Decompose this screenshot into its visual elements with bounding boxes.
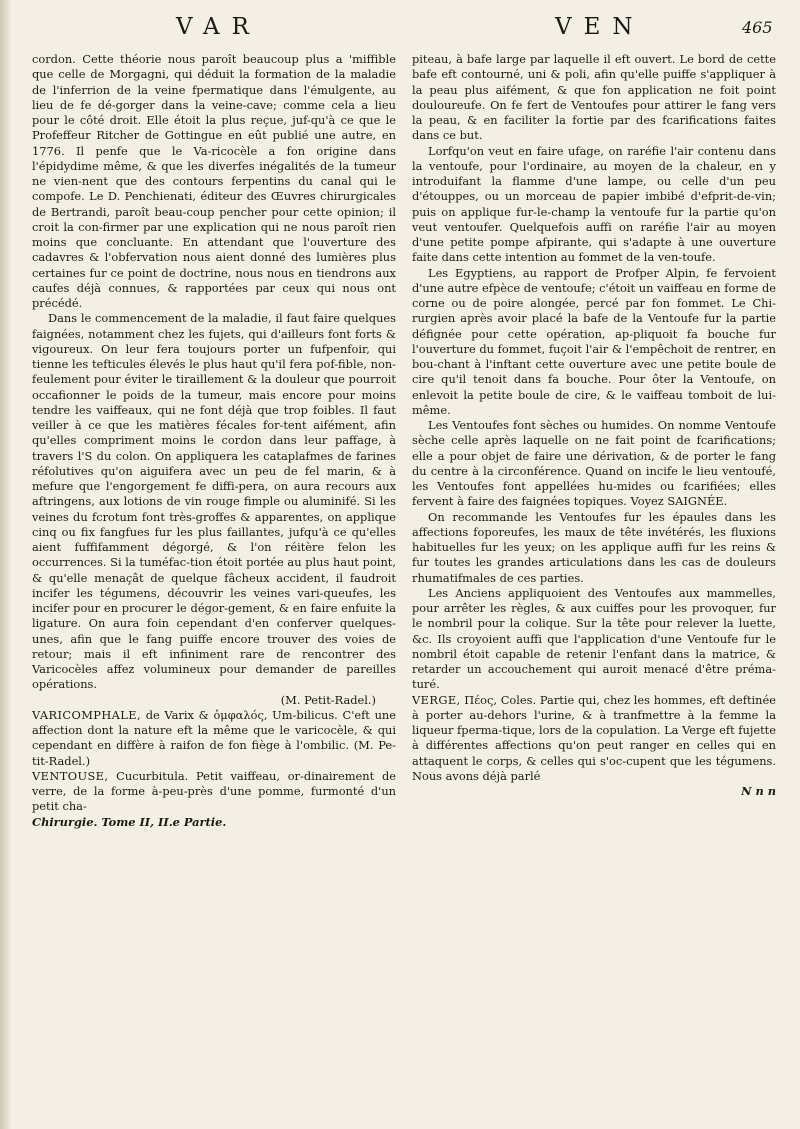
column-footer: [412, 784, 776, 799]
body-paragraph: Les Ventoufes font sèches ou humides. On nomme Ventoufe sèche celle après laquelle on ne fait point de fcarifications; elle a pour objet de faire une dérivation, & de porter le fang du centre à la circonférence. Quand on incife le lieu ventoufé, les Ventoufes font appellées hu-mides ou fcarifiées; elles fervent à faire des faignées topiques. Voyez SAIGNÉE.: [412, 418, 776, 509]
dictionary-entry: [32, 708, 396, 769]
page-gutter-shadow: [0, 0, 12, 1129]
column-footer: [32, 815, 396, 830]
page-number: 465: [742, 18, 773, 37]
dictionary-entry: [412, 693, 776, 785]
body-paragraph: piteau, à bafe large par laquelle il eft ouvert. Le bord de cette bafe eft contourné, uni & poli, afin qu'elle puiffe s'appliquer à la peau plus aifément, & que fon application ne foit point douloureufe. On fe fert de Ventoufes pour attirer le fang vers la peau, & en faciliter la fortie par des fcarifications faites dans ce but.: [412, 52, 776, 143]
entry-headword: VARICOMPHALE,: [32, 707, 141, 722]
body-paragraph: Les Anciens appliquoient des Ventoufes aux mammelles, pour arrêter les règles, & aux cuiffes pour les provoquer, fur le nombril pour la colique. Sur la tête pour relever la luette, &c. Ils croyoient auffi que l'application d'une Ventoufe fur le nombril étoit capable de retenir l'enfant dans la matrice, & retarder un accouchement qui auroit menacé d'être préma-turé.: [412, 585, 776, 692]
entry-text: Cucurbitula. Petit vaiffeau, or-dinairement de verre, de la forme à-peu-près d'une pomme, furmonté d'un petit cha-: [32, 768, 396, 814]
body-paragraph: cordon. Cette théorie nous paroît beaucoup plus a 'miffible que celle de Morgagni, qui déduit la formation de la maladie de l'inferrion de la veine fpermatique dans l'émulgente, au lieu de fe dé-gorger dans la veine-cave; comme cela a lieu pour le côté droit. Elle étoit la plus reçue, juf-qu'à ce que le Profeffeur Ritcher de Gottingue en eût publié une autre, en 1776. Il penfe que le Va-ricocèle a fon origine dans l'épidydime même, & que les diverfes inégalités de la tumeur ne vien-nent que des contours ferpentins du canal qui le compofe. Le D. Penchienati, éditeur des Œuvres chirurgicales de Bertrandi, paroît beau-coup pencher pour cette opinion; il croit la con-firmer par une explication qui ne nous paroît rien moins que concluante. En attendant que l'ouverture des cadavres & l'obfervation nous aient donné des lumières plus certaines fur ce point de doctrine, nous nous en tiendrons aux caufes déjà connues, & rapportées par ceux qui nous ont précédé.: [32, 52, 396, 310]
footer-right: N n n: [741, 784, 776, 798]
entry-text: de Varix & ὀμφαλός, Um-bilicus. C'eft une affection dont la nature eft la même que le varicocèle, & qui cependant en diffère à raifon de fon fiège à l'ombilic. (M. Pe-tit-Radel.): [32, 707, 396, 768]
dictionary-entry: [32, 769, 396, 815]
body-paragraph: Lorfqu'on veut en faire ufage, on raréfie l'air contenu dans la ventoufe, pour l'ordinaire, au moyen de la chaleur, en y introduifant la flamme d'une lampe, ou celle d'un peu d'étouppes, ou un morceau de papier imbibé d'efprit-de-vin; puis on applique fur-le-champ la ventoufe fur la partie qu'on veut ventoufer. Quelquefois auffi on raréfie l'air au moyen d'une petite pompe afpirante, qui s'adapte à une ouverture faite dans cette intention au fommet de la ven-toufe.: [412, 143, 776, 265]
body-paragraph: Dans le commencement de la maladie, il faut faire quelques faignées, notamment chez les fujets, qui d'ailleurs font forts & vigoureux. On leur fera toujours porter un fufpenfoir, qui tienne les tefticules élevés le plus haut qu'il fera pof-fible, non-feulement pour éviter le tiraillement & la douleur que pourroit occafionner le poids de la tumeur, mais encore pour moins tendre les vaiffeaux, qui ne font déjà que trop foibles. Il faut veiller à ce que les matières fécales for-tent aifément, afin qu'elles compriment moins le cordon dans leur paffage, à travers l'S du colon. On appliquera les cataplafmes de farines réfolutives qu'on aiguifera avec un peu de fel marin, & à mefure que l'engorgement fe diffi-pera, on aura recours aux aftringens, aux lotions de vin rouge fimple ou aluminifé. Si les veines du fcrotum font très-groffes & apparentes, on applique cinq ou fix fangfues fur les plus faillantes, jufqu'à ce qu'elles aient fuffifamment dégorgé, & l'on réitère felon les occurrences. Si la tuméfac-tion étoit portée au plus haut point, & qu'elle menaçât de quelque fâcheux accident, il faudroit incifer les tégumens, découvrir les veines vari-queufes, les incifer pour en procurer le dégor-gement, & en faire enfuite la ligature. On aura foin cependant d'en conferver quelques-unes, afin que le fang puiffe encore trouver des voies de retour; mais il eft infiniment rare de rencontrer des Varicocèles affez volumineux pour demander de pareilles opérations.: [32, 311, 396, 692]
running-head-right: VEN: [555, 14, 645, 40]
left-column: [32, 52, 396, 1112]
footer-left: Chirurgie. Tome II, II.e Partie.: [32, 814, 227, 829]
body-paragraph: On recommande les Ventoufes fur les épaules dans les affections foporeufes, les maux de tête invétérés, les fluxions habituelles fur les yeux; on les applique auffi fur les reins & fur toutes les grandes articulations dans les cas de douleurs rhumatifmales de ces parties.: [412, 509, 776, 585]
entry-text: Πέος, Coles. Partie qui, chez les hommes, eft deftinée à porter au-dehors l'urine, & à tranfmettre à la femme la liqueur fperma-tique, lors de la copulation. La Verge eft fujette à différentes affections qu'on peut ranger en celles qui en attaquent le corps, & celles qui s'oc-cupent que les tégumens. Nous avons déjà parlé: [412, 692, 776, 783]
right-column: [412, 52, 776, 1112]
entry-headword: VERGE,: [412, 692, 461, 707]
entry-headword: VENTOUSE,: [32, 768, 109, 783]
running-head-left: VAR: [176, 14, 261, 40]
author-signature: (M. Petit-Radel.): [280, 692, 376, 707]
body-paragraph: Les Egyptiens, au rapport de Profper Alpin, fe fervoient d'une autre efpèce de ventoufe; c'étoit un vaiffeau en forme de corne ou de poire alongée, percé par fon fommet. Le Chi-rurgien après avoir placé la bafe de la Ventoufe fur la partie défignée pour cette opération, ap-pliquoit fa bouche fur l'ouverture du fommet, fuçoit l'air & l'empêchoit de rentrer, en bou-chant à l'inftant cette ouverture avec une petite boule de cire qu'il tenoit dans fa bouche. Pour ôter la Ventoufe, on enlevoit la petite boule de cire, & le vaiffeau tomboit de lui-même.: [412, 265, 776, 417]
